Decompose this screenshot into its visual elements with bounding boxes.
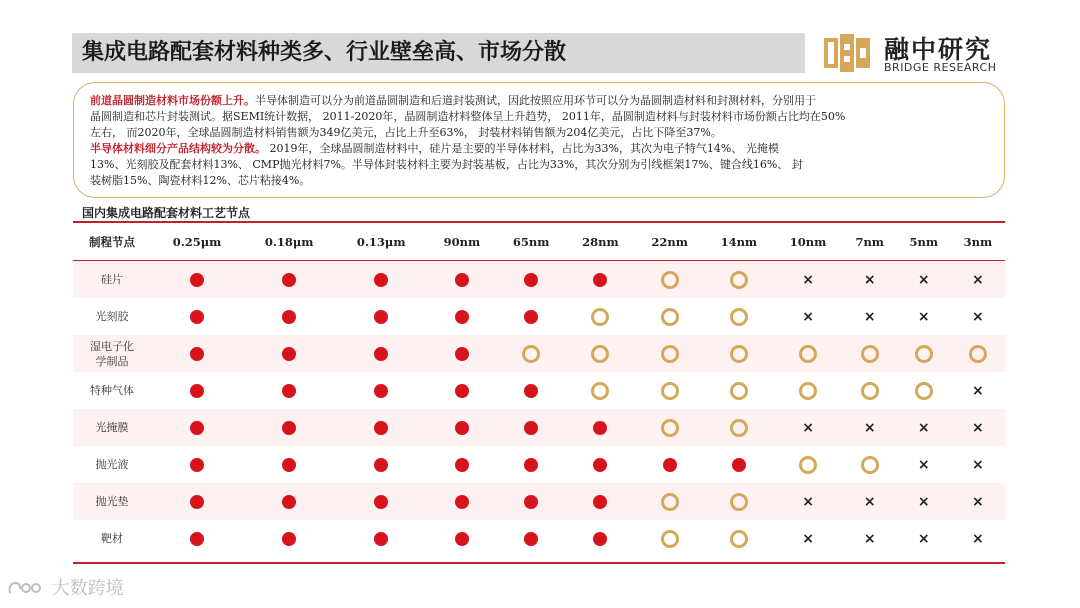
status-cell — [151, 335, 243, 372]
hollow-ring-icon — [730, 419, 748, 437]
filled-dot-icon — [374, 458, 388, 472]
bridge-research-logo-icon — [822, 32, 874, 74]
status-cell — [497, 372, 566, 409]
status-cell — [497, 261, 566, 299]
node-header: 0.18μm — [243, 224, 335, 261]
hollow-ring-icon — [661, 308, 679, 326]
status-cell — [497, 298, 566, 335]
status-cell — [951, 298, 1005, 335]
status-cell — [951, 335, 1005, 372]
status-cell — [897, 483, 951, 520]
summary-box — [73, 82, 1005, 198]
cross-icon: × — [917, 456, 930, 473]
status-cell — [335, 261, 427, 299]
filled-dot-icon — [374, 310, 388, 324]
status-cell — [335, 520, 427, 557]
status-cell — [427, 335, 496, 372]
material-label — [73, 446, 151, 483]
status-cell — [843, 520, 897, 557]
status-cell — [843, 335, 897, 372]
status-cell — [704, 409, 773, 446]
filled-dot-icon — [374, 273, 388, 287]
status-cell — [773, 335, 842, 372]
filled-dot-icon — [524, 495, 538, 509]
status-cell — [897, 446, 951, 483]
status-cell — [773, 483, 842, 520]
hollow-ring-icon — [730, 530, 748, 548]
material-name: 硅片 — [101, 273, 123, 286]
filled-dot-icon — [455, 347, 469, 361]
status-cell — [951, 520, 1005, 557]
status-cell — [773, 446, 842, 483]
filled-dot-icon — [374, 532, 388, 546]
filled-dot-icon — [282, 347, 296, 361]
status-cell — [951, 446, 1005, 483]
status-cell — [897, 298, 951, 335]
cross-icon: × — [972, 456, 984, 473]
filled-dot-icon — [455, 458, 469, 472]
table-row — [73, 409, 1005, 446]
node-header: 22nm — [635, 224, 704, 261]
status-cell — [566, 409, 635, 446]
material-label — [73, 298, 151, 335]
caption-rule — [73, 221, 1005, 223]
status-cell — [843, 446, 897, 483]
filled-dot-icon — [190, 310, 204, 324]
hollow-ring-icon — [591, 308, 609, 326]
filled-dot-icon — [282, 310, 296, 324]
material-name: 湿电子化学制品 — [90, 339, 134, 368]
filled-dot-icon — [524, 532, 538, 546]
filled-dot-icon — [190, 421, 204, 435]
table-row — [73, 483, 1005, 520]
status-cell — [243, 520, 335, 557]
hollow-ring-icon — [799, 456, 817, 474]
status-cell — [335, 446, 427, 483]
logo-en-text: BRIDGE RESEARCH — [884, 61, 997, 74]
material-label — [73, 520, 151, 557]
filled-dot-icon — [455, 384, 469, 398]
summary-text: 装树脂15%、陶瓷材料12%、芯片粘接4%。 — [90, 174, 311, 187]
filled-dot-icon — [190, 532, 204, 546]
cross-icon: × — [802, 493, 814, 510]
summary-highlight: 半导体材料细分产品结构较为分散。 — [90, 142, 266, 155]
status-cell — [243, 298, 335, 335]
filled-dot-icon — [190, 458, 204, 472]
status-cell — [704, 335, 773, 372]
status-cell — [151, 520, 243, 557]
filled-dot-icon — [455, 532, 469, 546]
filled-dot-icon — [374, 421, 388, 435]
hollow-ring-icon — [799, 345, 817, 363]
filled-dot-icon — [455, 273, 469, 287]
cross-icon: × — [917, 271, 930, 288]
cross-icon: × — [863, 308, 876, 325]
status-cell — [951, 483, 1005, 520]
cross-icon: × — [863, 271, 876, 288]
filled-dot-icon — [593, 495, 607, 509]
status-cell — [151, 261, 243, 299]
filled-dot-icon — [282, 458, 296, 472]
status-cell — [951, 372, 1005, 409]
hollow-ring-icon — [730, 493, 748, 511]
filled-dot-icon — [524, 310, 538, 324]
cross-icon: × — [863, 419, 876, 436]
status-cell — [243, 372, 335, 409]
status-cell — [773, 372, 842, 409]
status-cell — [151, 298, 243, 335]
cross-icon: × — [863, 530, 876, 547]
summary-text: 晶圆制造和芯片封装测试。据SEMI统计数据， 2011-2020年，晶圆制造材料整体呈上升趋势， 2011年，晶圆制造材料与封装材料市场份额占比均在50% — [90, 110, 846, 123]
hollow-ring-icon — [591, 382, 609, 400]
hollow-ring-icon — [661, 530, 679, 548]
status-cell — [427, 261, 496, 299]
summary-text: 13%、光刻胶及配套材料13%、 CMP抛光材料7%。半导体封装材料主要为封装基板，占比为33%，其次分别为引线框架17%、键合线16%、 封 — [90, 158, 803, 171]
status-cell — [704, 446, 773, 483]
hollow-ring-icon — [661, 271, 679, 289]
cross-icon: × — [802, 530, 814, 547]
status-cell — [635, 372, 704, 409]
status-cell — [635, 335, 704, 372]
status-cell — [497, 483, 566, 520]
status-cell — [427, 520, 496, 557]
filled-dot-icon — [374, 347, 388, 361]
filled-dot-icon — [282, 532, 296, 546]
hollow-ring-icon — [730, 345, 748, 363]
status-cell — [635, 409, 704, 446]
status-cell — [635, 483, 704, 520]
hollow-ring-icon — [915, 345, 933, 363]
cross-icon: × — [972, 382, 984, 399]
filled-dot-icon — [190, 347, 204, 361]
status-cell — [335, 483, 427, 520]
node-header: 10nm — [773, 224, 842, 261]
status-cell — [566, 261, 635, 299]
status-cell — [243, 335, 335, 372]
status-cell — [843, 483, 897, 520]
filled-dot-icon — [593, 532, 607, 546]
filled-dot-icon — [593, 273, 607, 287]
brand-logo — [822, 30, 1012, 78]
table-row — [73, 372, 1005, 409]
table-row — [73, 298, 1005, 335]
node-header: 0.13μm — [335, 224, 427, 261]
hollow-ring-icon — [730, 382, 748, 400]
status-cell — [335, 335, 427, 372]
cross-icon: × — [917, 530, 930, 547]
status-cell — [335, 372, 427, 409]
hollow-ring-icon — [661, 419, 679, 437]
status-cell — [951, 261, 1005, 299]
bottom-rule — [73, 562, 1005, 564]
status-cell — [243, 261, 335, 299]
page-title: 集成电路配套材料种类多、行业壁垒高、市场分散 — [82, 40, 567, 65]
status-cell — [151, 483, 243, 520]
cross-icon: × — [972, 271, 984, 288]
summary-line — [90, 109, 990, 125]
material-name: 抛光垫 — [95, 495, 129, 508]
status-cell — [243, 409, 335, 446]
node-header: 14nm — [704, 224, 773, 261]
status-cell — [566, 483, 635, 520]
hollow-ring-icon — [661, 345, 679, 363]
table-row — [73, 261, 1005, 299]
table-row — [73, 335, 1005, 372]
node-header: 28nm — [566, 224, 635, 261]
status-cell — [427, 483, 496, 520]
summary-text: 2019年，全球晶圆制造材料中，硅片是主要的半导体材料，占比为33%，其次为电子特气14%、 光掩模 — [266, 142, 779, 155]
status-cell — [497, 409, 566, 446]
status-cell — [704, 298, 773, 335]
filled-dot-icon — [190, 495, 204, 509]
status-cell — [497, 446, 566, 483]
status-cell — [335, 409, 427, 446]
node-header: 65nm — [497, 224, 566, 261]
material-name: 靶材 — [101, 532, 123, 545]
status-cell — [566, 520, 635, 557]
status-cell — [704, 520, 773, 557]
summary-line — [90, 173, 990, 189]
filled-dot-icon — [374, 384, 388, 398]
cross-icon: × — [972, 419, 984, 436]
cross-icon: × — [802, 271, 814, 288]
summary-line — [90, 141, 990, 157]
status-cell — [635, 261, 704, 299]
hollow-ring-icon — [730, 271, 748, 289]
filled-dot-icon — [593, 421, 607, 435]
status-cell — [897, 261, 951, 299]
hollow-ring-icon — [861, 456, 879, 474]
hollow-ring-icon — [969, 345, 987, 363]
cross-icon: × — [972, 493, 984, 510]
filled-dot-icon — [524, 273, 538, 287]
filled-dot-icon — [455, 421, 469, 435]
filled-dot-icon — [455, 310, 469, 324]
summary-text: 左右， 而2020年，全球晶圆制造材料销售额为349亿美元，占比上升至63%， 封装材料销售额为204亿美元，占比下降至37%。 — [90, 126, 722, 139]
status-cell — [897, 372, 951, 409]
cross-icon: × — [972, 308, 984, 325]
filled-dot-icon — [374, 495, 388, 509]
watermark-logo-icon — [6, 579, 46, 599]
status-cell — [704, 372, 773, 409]
status-cell — [243, 483, 335, 520]
hollow-ring-icon — [591, 345, 609, 363]
status-cell — [897, 520, 951, 557]
hollow-ring-icon — [661, 493, 679, 511]
filled-dot-icon — [282, 384, 296, 398]
material-label — [73, 483, 151, 520]
watermark-text: 大数跨境 — [51, 578, 124, 599]
status-cell — [151, 446, 243, 483]
filled-dot-icon — [455, 495, 469, 509]
status-cell — [427, 298, 496, 335]
status-cell — [843, 409, 897, 446]
status-cell — [773, 261, 842, 299]
filled-dot-icon — [524, 421, 538, 435]
node-header: 3nm — [951, 224, 1005, 261]
status-cell — [704, 261, 773, 299]
material-name: 光刻胶 — [95, 310, 129, 323]
status-cell — [704, 483, 773, 520]
filled-dot-icon — [732, 458, 746, 472]
status-cell — [151, 372, 243, 409]
status-cell — [427, 409, 496, 446]
table-row — [73, 446, 1005, 483]
filled-dot-icon — [593, 458, 607, 472]
status-cell — [773, 298, 842, 335]
cross-icon: × — [917, 493, 930, 510]
cross-icon: × — [972, 530, 984, 547]
cross-icon: × — [802, 419, 814, 436]
filled-dot-icon — [190, 273, 204, 287]
status-cell — [497, 520, 566, 557]
material-label — [73, 261, 151, 299]
hollow-ring-icon — [861, 345, 879, 363]
hollow-ring-icon — [915, 382, 933, 400]
hollow-ring-icon — [730, 308, 748, 326]
status-cell — [497, 335, 566, 372]
summary-text: 半导体制造可以分为前道晶圆制造和后道封装测试，因此按照应用环节可以分为晶圆制造材料和封测材料，分别用于 — [255, 94, 816, 107]
hollow-ring-icon — [522, 345, 540, 363]
filled-dot-icon — [663, 458, 677, 472]
material-name: 抛光液 — [95, 458, 129, 471]
summary-highlight: 前道晶圆制造材料市场份额上升。 — [90, 94, 255, 107]
filled-dot-icon — [282, 495, 296, 509]
status-cell — [566, 298, 635, 335]
filled-dot-icon — [190, 384, 204, 398]
corner-label: 制程节点 — [73, 224, 151, 261]
summary-line — [90, 93, 990, 109]
cross-icon: × — [802, 308, 814, 325]
status-cell — [843, 372, 897, 409]
table-caption: 国内集成电路配套材料工艺节点 — [82, 206, 251, 220]
filled-dot-icon — [282, 273, 296, 287]
status-cell — [427, 446, 496, 483]
status-cell — [635, 446, 704, 483]
hollow-ring-icon — [799, 382, 817, 400]
summary-line — [90, 125, 990, 141]
node-header: 7nm — [843, 224, 897, 261]
status-cell — [566, 372, 635, 409]
logo-cn-text: 融中研究 — [884, 35, 993, 64]
status-cell — [427, 372, 496, 409]
status-cell — [635, 520, 704, 557]
filled-dot-icon — [524, 458, 538, 472]
status-cell — [897, 335, 951, 372]
node-header: 0.25μm — [151, 224, 243, 261]
status-cell — [843, 261, 897, 299]
process-node-table — [73, 224, 1005, 557]
node-header: 90nm — [427, 224, 496, 261]
status-cell — [773, 409, 842, 446]
watermark — [6, 574, 124, 600]
status-cell — [951, 409, 1005, 446]
material-name: 特种气体 — [90, 384, 134, 397]
material-name: 光掩膜 — [95, 421, 129, 434]
table-row — [73, 520, 1005, 557]
cross-icon: × — [863, 493, 876, 510]
status-cell — [566, 335, 635, 372]
status-cell — [897, 409, 951, 446]
status-cell — [243, 446, 335, 483]
status-cell — [635, 298, 704, 335]
material-label — [73, 372, 151, 409]
status-cell — [335, 298, 427, 335]
filled-dot-icon — [524, 384, 538, 398]
node-header: 5nm — [897, 224, 951, 261]
cross-icon: × — [917, 308, 930, 325]
cross-icon: × — [917, 419, 930, 436]
filled-dot-icon — [282, 421, 296, 435]
status-cell — [566, 446, 635, 483]
summary-line — [90, 157, 990, 173]
hollow-ring-icon — [661, 382, 679, 400]
status-cell — [843, 298, 897, 335]
material-label — [73, 335, 151, 372]
status-cell — [773, 520, 842, 557]
hollow-ring-icon — [861, 382, 879, 400]
material-label — [73, 409, 151, 446]
status-cell — [151, 409, 243, 446]
